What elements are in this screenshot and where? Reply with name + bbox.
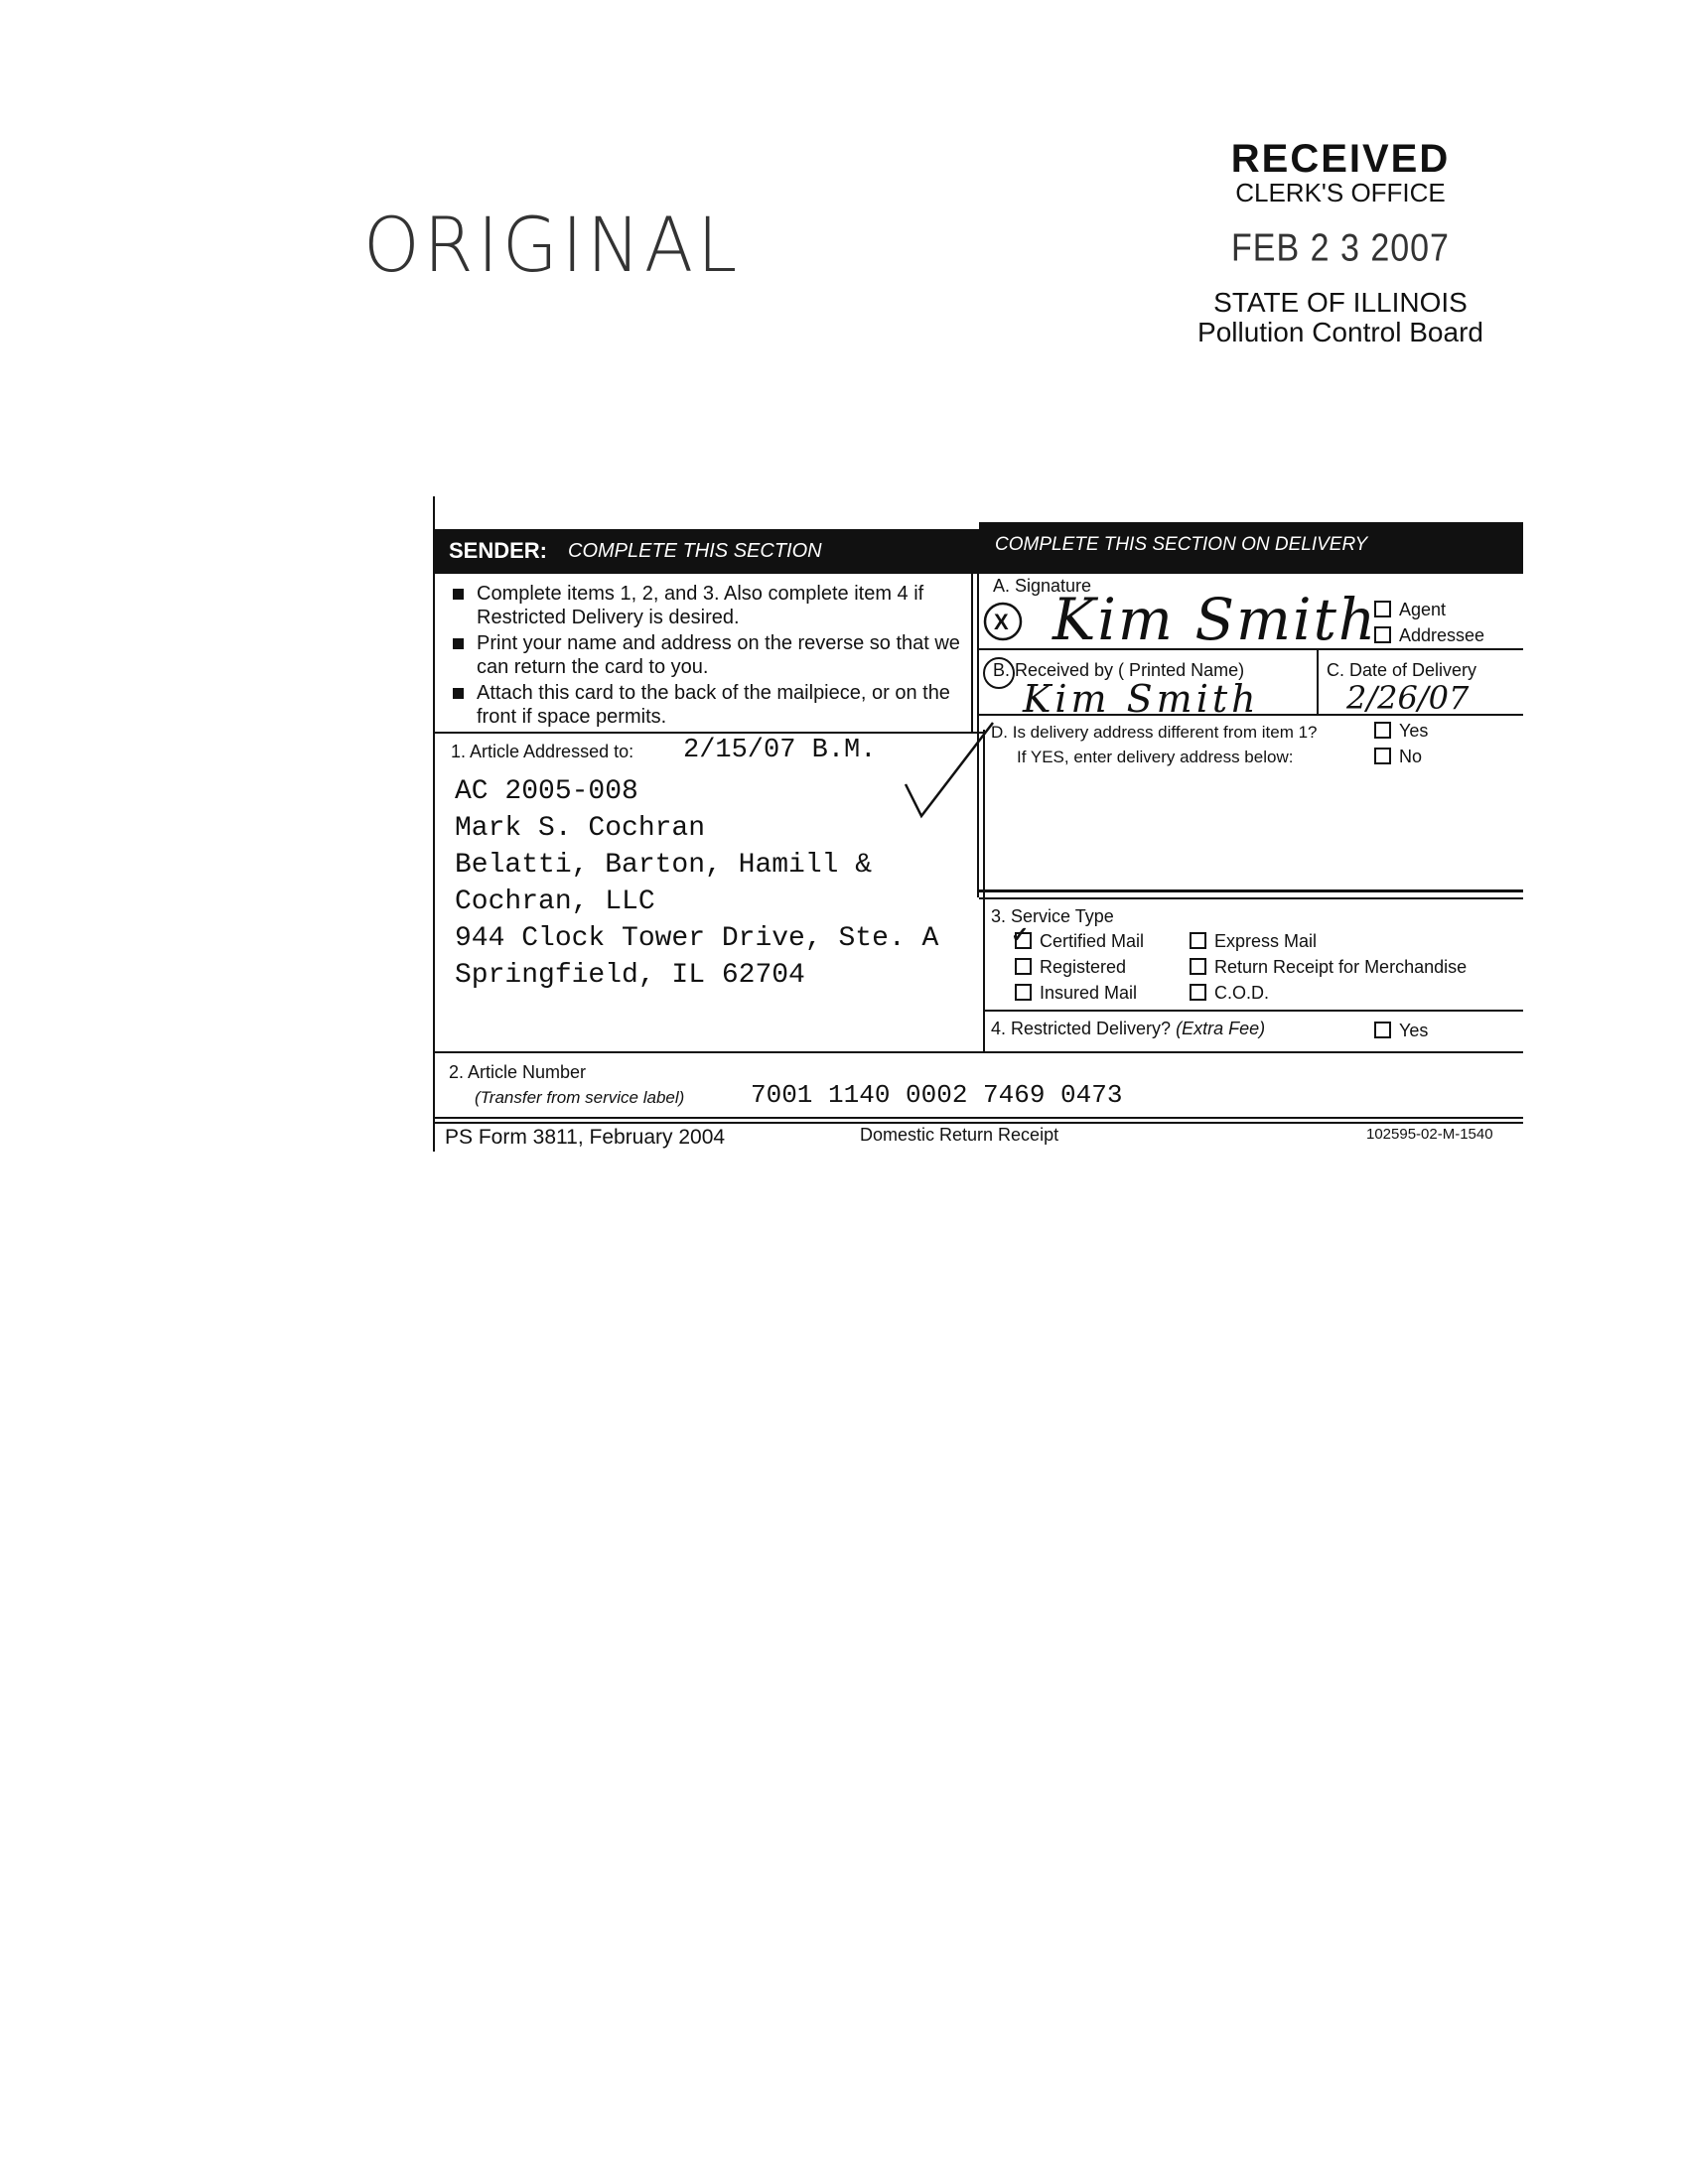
delivery-diff-question: D. Is delivery address different from item 1? bbox=[991, 723, 1318, 742]
article-number-sub: (Transfer from service label) bbox=[475, 1088, 685, 1107]
date-of-delivery-label: C. Date of Delivery bbox=[1327, 660, 1477, 680]
article-addressed-label: 1. Article Addressed to: bbox=[451, 742, 634, 761]
restricted-delivery bbox=[991, 1019, 1265, 1039]
received-by-label: B. Received by ( Printed Name) bbox=[993, 660, 1245, 680]
service-type-label: 3. Service Type bbox=[991, 906, 1114, 926]
svg-text:X: X bbox=[994, 610, 1009, 634]
address-line: Belatti, Barton, Hamill & bbox=[455, 850, 873, 881]
delivery-diff-no[interactable]: No bbox=[1374, 747, 1422, 767]
bullet-square-icon bbox=[453, 638, 464, 649]
footer-code: 102595-02-M-1540 bbox=[1366, 1126, 1493, 1143]
delivery-header bbox=[979, 522, 1523, 574]
service-bottom-line bbox=[983, 1010, 1523, 1012]
express-mail-option[interactable]: Express Mail bbox=[1190, 931, 1317, 952]
restricted-yes-checkbox[interactable] bbox=[1374, 1022, 1391, 1038]
registered-option[interactable]: Registered bbox=[1015, 957, 1126, 978]
instruction-item: Complete items 1, 2, and 3. Also complete item 4 if Restricted Delivery is desired. bbox=[449, 582, 965, 629]
address-line: Cochran, LLC bbox=[455, 887, 655, 917]
bullet-square-icon bbox=[453, 589, 464, 600]
board-name: Pollution Control Board bbox=[1197, 317, 1483, 347]
instruction-item: Print your name and address on the reverse so that we can return the card to you. bbox=[449, 631, 965, 679]
delivery-diff-instruction: If YES, enter delivery address below: bbox=[1017, 748, 1294, 766]
certified-mail-checkbox[interactable] bbox=[1011, 922, 1032, 949]
clerk-office: CLERK'S OFFICE bbox=[1235, 178, 1446, 207]
check-icon: ✓ bbox=[1011, 922, 1030, 947]
delivery-diff-yes[interactable]: Yes bbox=[1374, 721, 1428, 742]
delivery-diff-no-checkbox[interactable] bbox=[1374, 748, 1391, 764]
address-line: 944 Clock Tower Drive, Ste. A bbox=[455, 923, 939, 954]
instruction-item: Attach this card to the back of the mailpiece, or on the front if space permits. bbox=[449, 681, 965, 729]
article-number-bottom-line bbox=[435, 1117, 1523, 1119]
received-by-value: Kim Smith bbox=[1023, 677, 1260, 721]
insured-mail-option[interactable]: Insured Mail bbox=[1015, 983, 1137, 1004]
restricted-fee: (Extra Fee) bbox=[1176, 1019, 1266, 1038]
signature-label: A. Signature bbox=[993, 576, 1092, 596]
date-of-delivery-value: 2/26/07 bbox=[1346, 679, 1470, 717]
sender-header-bold: SENDER: bbox=[449, 538, 548, 563]
registered-checkbox[interactable] bbox=[1015, 958, 1032, 975]
sender-header-italic: COMPLETE THIS SECTION bbox=[568, 540, 822, 562]
restricted-label: 4. Restricted Delivery? bbox=[991, 1019, 1172, 1038]
sender-right-border bbox=[971, 574, 973, 732]
section-d-bottom-line bbox=[979, 889, 1523, 892]
express-mail-checkbox[interactable] bbox=[1190, 932, 1206, 949]
instructions-list bbox=[449, 582, 965, 729]
address-line: AC 2005-008 bbox=[455, 776, 638, 807]
bullet-square-icon bbox=[453, 688, 464, 699]
received-stamp bbox=[1172, 139, 1509, 347]
handwritten-note: 2/15/07 B.M. bbox=[683, 736, 877, 765]
address-line: Springfield, IL 62704 bbox=[455, 960, 805, 991]
article-number-label: 2. Article Number bbox=[449, 1062, 587, 1082]
delivery-header-text: COMPLETE THIS SECTION ON DELIVERY bbox=[995, 534, 1368, 555]
state-name: STATE OF ILLINOIS bbox=[1213, 287, 1468, 318]
address-line: Mark S. Cochran bbox=[455, 813, 706, 844]
agent-checkbox[interactable] bbox=[1374, 601, 1391, 617]
restricted-bottom-line bbox=[435, 1051, 1523, 1053]
return-receipt-checkbox[interactable] bbox=[1190, 958, 1206, 975]
addressee-option[interactable]: Addressee bbox=[1374, 625, 1484, 646]
original-stamp: ORIGINAL bbox=[363, 201, 742, 290]
signature-value: Kim Smith bbox=[1052, 586, 1378, 653]
agent-option[interactable]: Agent bbox=[1374, 600, 1446, 620]
article-number-bottom-line-2 bbox=[435, 1122, 1523, 1124]
return-receipt-option[interactable]: Return Receipt for Merchandise bbox=[1190, 957, 1467, 978]
sender-header bbox=[435, 529, 979, 574]
addressee-checkbox[interactable] bbox=[1374, 626, 1391, 643]
footer-title: Domestic Return Receipt bbox=[860, 1125, 1059, 1145]
signature-x-icon bbox=[981, 600, 1027, 645]
footer-form: PS Form 3811, February 2004 bbox=[445, 1126, 726, 1149]
cod-option[interactable]: C.O.D. bbox=[1190, 983, 1269, 1004]
address-block bbox=[455, 773, 938, 994]
date-divider bbox=[1317, 648, 1319, 714]
cod-checkbox[interactable] bbox=[1190, 984, 1206, 1001]
delivery-diff-yes-checkbox[interactable] bbox=[1374, 722, 1391, 739]
certified-mail-option[interactable]: ✓ Certified Mail bbox=[1011, 922, 1145, 951]
article-number-value: 7001 1140 0002 7469 0473 bbox=[751, 1080, 1123, 1110]
received-date: FEB 2 3 2007 bbox=[1231, 226, 1450, 270]
left-margin-line bbox=[433, 496, 435, 1152]
received-title: RECEIVED bbox=[1230, 137, 1451, 181]
check-mark-icon bbox=[894, 715, 1003, 834]
restricted-yes-option[interactable]: Yes bbox=[1374, 1021, 1428, 1041]
insured-mail-checkbox[interactable] bbox=[1015, 984, 1032, 1001]
section-d-bottom-line-2 bbox=[979, 897, 1523, 899]
